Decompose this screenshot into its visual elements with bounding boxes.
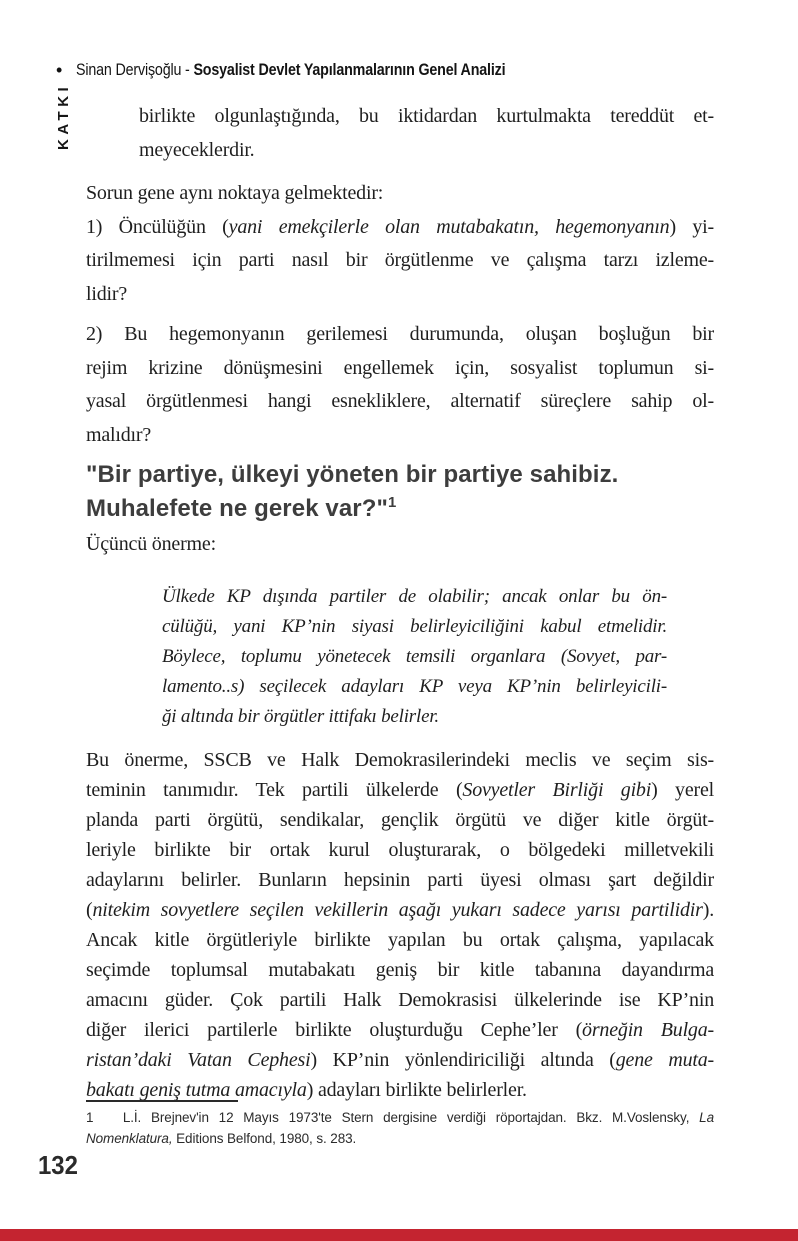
text-line: amacını güder. Çok partili Halk Demokrasisi ülkelerinde ise KP’nin [86,988,714,1011]
text-line: malıdır? [86,423,152,446]
text-line: adaylarını belirler. Bunların hepsinin parti üyesi olması şart değildir [86,868,714,891]
section-heading [86,458,714,526]
footnote-text [86,1108,714,1149]
footnote-area [86,1100,714,1149]
paragraph-main [86,745,714,1105]
text-line: bakatı geniş tutma amacıyla) adayları birlikte belirlerler. [86,1078,527,1101]
footnote-divider [86,1100,238,1102]
text-line: Muhalefete ne gerek var?"$^1$ [86,495,397,522]
bullet-icon: • [56,60,63,80]
text-line: 2) Bu hegemonyanın gerilemesi durumunda, oluşan boşluğun bir [86,323,714,345]
text-line: cülüğü, yani KP’nin siyasi belirleyiciliğini kabul etmelidir. [162,615,667,637]
text-line: lamento..s) seçilecek adayları KP veya KP’nin belirleyicili- [162,675,667,697]
text-line: 1 L.İ. Brejnev'in 12 Mayıs 1973'te Stern dergisine verdiği röportajdan. Bkz. M.Voslensky, La [86,1110,714,1125]
text-line: Sorun gene aynı noktaya gelmektedir: [86,182,384,204]
text-line: leriyle birlikte bir ortak kurul oluşturarak, o bölgedeki milletvekili [86,838,714,861]
text-line: Nomenklatura, Editions Belfond, 1980, s. 283. [86,1130,357,1146]
text-line: lidir? [86,282,128,305]
text-line: "Bir partiye, ülkeyi yöneten bir partiye sahibiz. [86,461,619,488]
paragraph-continuation [86,100,714,167]
blockquote [86,582,714,732]
text-line: planda parti örgütü, sendikalar, gençlik örgütü ve diğer kitle örgüt- [86,808,714,831]
bottom-accent-bar [0,1229,798,1241]
text-line: Böylece, toplumu yönetecek temsili organlara (Sovyet, par- [162,645,667,667]
text-line: ği altında bir örgütler ittifakı belirler. [162,705,439,727]
footnote-1 [86,1108,714,1149]
chapter-title: Sosyalist Devlet Yapılanmalarının Genel Analizi [193,60,506,79]
text-line: birlikte olgunlaştığında, bu iktidardan kurtulmakta tereddüt et- [139,105,714,127]
text-line: ristan’daki Vatan Cephesi) KP’nin yönlendiriciliği altında (gene muta- [86,1048,714,1071]
author-name: Sinan Dervişoğlu - [76,60,194,79]
page-number: 132 [38,1150,78,1180]
text-line: Ancak kitle örgütleriyle birlikte yapılan bu ortak çalışma, yapılacak [86,928,714,951]
text-line: rejim krizine dönüşmesini engellemek için, sosyalist toplumun si- [86,356,714,379]
text-line: 1) Öncülüğün (yani emekçilerle olan mutabakatın, hegemonyanın) yi- [86,215,714,238]
text-line: teminin tanımıdır. Tek partili ülkelerde (Sovyetler Birliği gibi) yerel [86,778,714,801]
running-head [76,60,505,80]
text-line: diğer ilerici partilerle birlikte oluşturduğu Cephe’ler (örneğin Bulga- [86,1018,714,1041]
paragraph-question-2 [86,318,714,452]
paragraph-question-1 [86,211,714,312]
page-header [56,60,588,80]
paragraph-ucuncu-onerme [86,528,714,562]
text-line: (nitekim sovyetlere seçilen vekillerin aşağı yukarı sadece yarısı partilidir). [86,898,714,921]
text-line: seçimde toplumsal mutabakatı geniş bir kitle tabanına dayandırma [86,958,714,981]
text-line: yasal örgütlenmesi hangi esnekliklere, alternatif süreçlere sahip ol- [86,390,714,412]
text-line: Üçüncü önerme: [86,533,216,555]
text-line: tirilmemesi için parti nasıl bir örgütlenme ve çalışma tarzı izleme- [86,249,714,271]
text-line: meyeceklerdir. [139,138,255,161]
body-text-column [86,100,714,1105]
paragraph-sorun [86,177,714,211]
text-line: Bu önerme, SSCB ve Halk Demokrasilerindeki meclis ve seçim sis- [86,748,714,771]
text-line: Ülkede KP dışında partiler de olabilir; ancak onlar bu ön- [162,585,667,607]
section-side-label: KATKI [55,82,72,150]
